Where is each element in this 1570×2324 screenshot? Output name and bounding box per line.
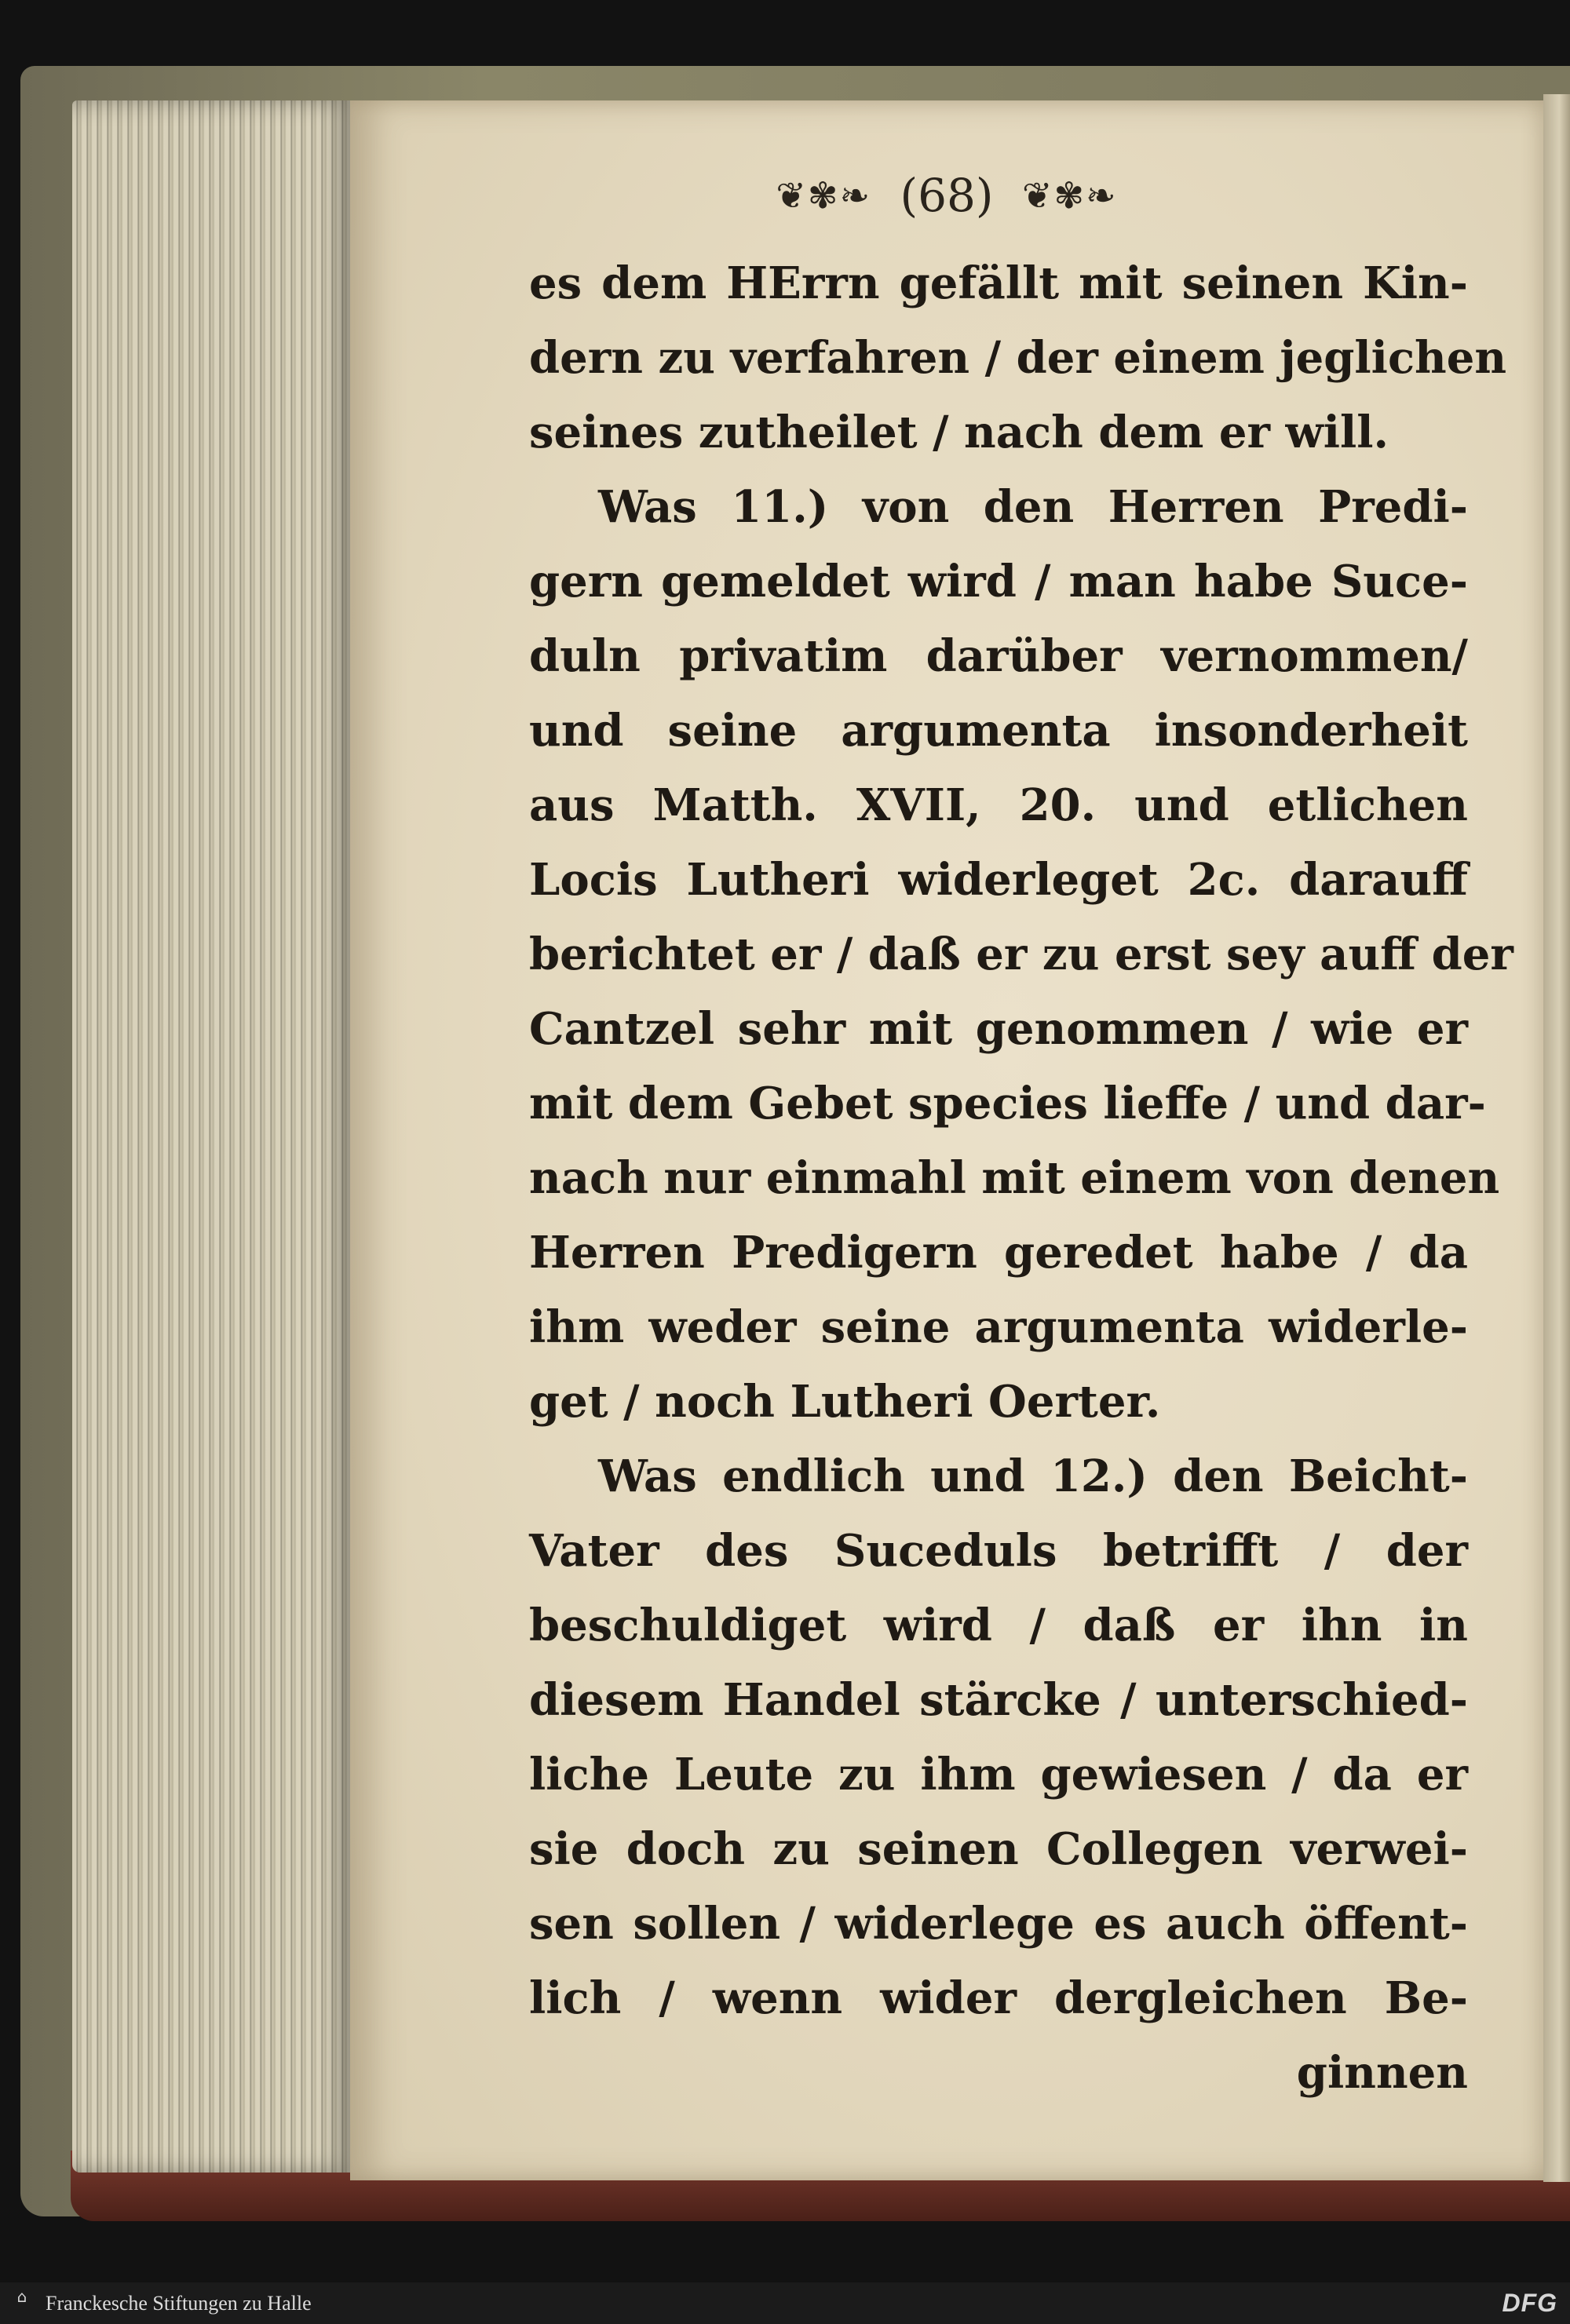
text-line: ihm weder seine argumenta widerle- [529, 1301, 1468, 1353]
header-ornament-right-icon: ❦✾❧ [1021, 173, 1118, 217]
text-line: Cantzel sehr mit genommen / wie er [529, 1003, 1468, 1055]
text-line: lich / wenn wider dergleichen Be- [529, 1972, 1468, 2024]
institution-logo[interactable] [5, 2287, 39, 2319]
catchword: ginnen [1296, 2047, 1468, 2099]
page-text [529, 246, 1513, 2111]
text-line: aus Matth. XVII, 20. und etlichen [529, 779, 1468, 831]
text-line: dern zu verfahren / der einem jeglichen [529, 332, 1507, 384]
page-edges [72, 100, 355, 2173]
dfg-logo[interactable]: DFG [1502, 2289, 1557, 2317]
text-line: gern gemeldet wird / man habe Suce- [529, 556, 1468, 607]
text-line: nach nur einmahl mit einem von denen [529, 1152, 1500, 1204]
text-line: sie doch zu seinen Collegen verwei- [529, 1823, 1468, 1875]
text-line: liche Leute zu ihm gewiesen / da er [529, 1749, 1468, 1800]
text-line: mit dem Gebet species lieffe / und dar- [529, 1078, 1486, 1129]
header-ornament-left-icon: ❦✾❧ [776, 173, 872, 217]
building-icon: ⌂ [16, 2287, 27, 2306]
text-line: Herren Predigern geredet habe / da [529, 1227, 1468, 1279]
text-line: berichtet er / daß er zu erst sey auff der [529, 929, 1513, 980]
text-line: Was 11.) von den Herren Predi- [598, 481, 1468, 533]
text-line: es dem HErrn gefällt mit seinen Kin- [529, 257, 1468, 309]
text-line: diesem Handel stärcke / unterschied- [529, 1674, 1468, 1726]
footer-bar [0, 2282, 1570, 2324]
text-line: Vater des Suceduls betrifft / der [529, 1525, 1468, 1577]
page-header [350, 165, 1543, 222]
text-line: und seine argumenta insonderheit [529, 705, 1468, 757]
page-number: (68) [900, 168, 994, 222]
text-line: duln privatim darüber vernommen/ [529, 630, 1468, 682]
text-line: seines zutheilet / nach dem er will. [529, 407, 1389, 458]
next-page-edge [1543, 94, 1570, 2182]
text-line: Was endlich und 12.) den Beicht- [598, 1450, 1468, 1502]
book-page [350, 100, 1543, 2180]
text-line: get / noch Lutheri Oerter. [529, 1376, 1161, 1428]
institution-name[interactable]: Franckesche Stiftungen zu Halle [46, 2292, 312, 2315]
text-line: Locis Lutheri widerleget 2c. darauff [529, 854, 1468, 906]
text-line: sen sollen / widerlege es auch öffent- [529, 1898, 1468, 1950]
text-line: beschuldiget wird / daß er ihn in [529, 1600, 1468, 1651]
